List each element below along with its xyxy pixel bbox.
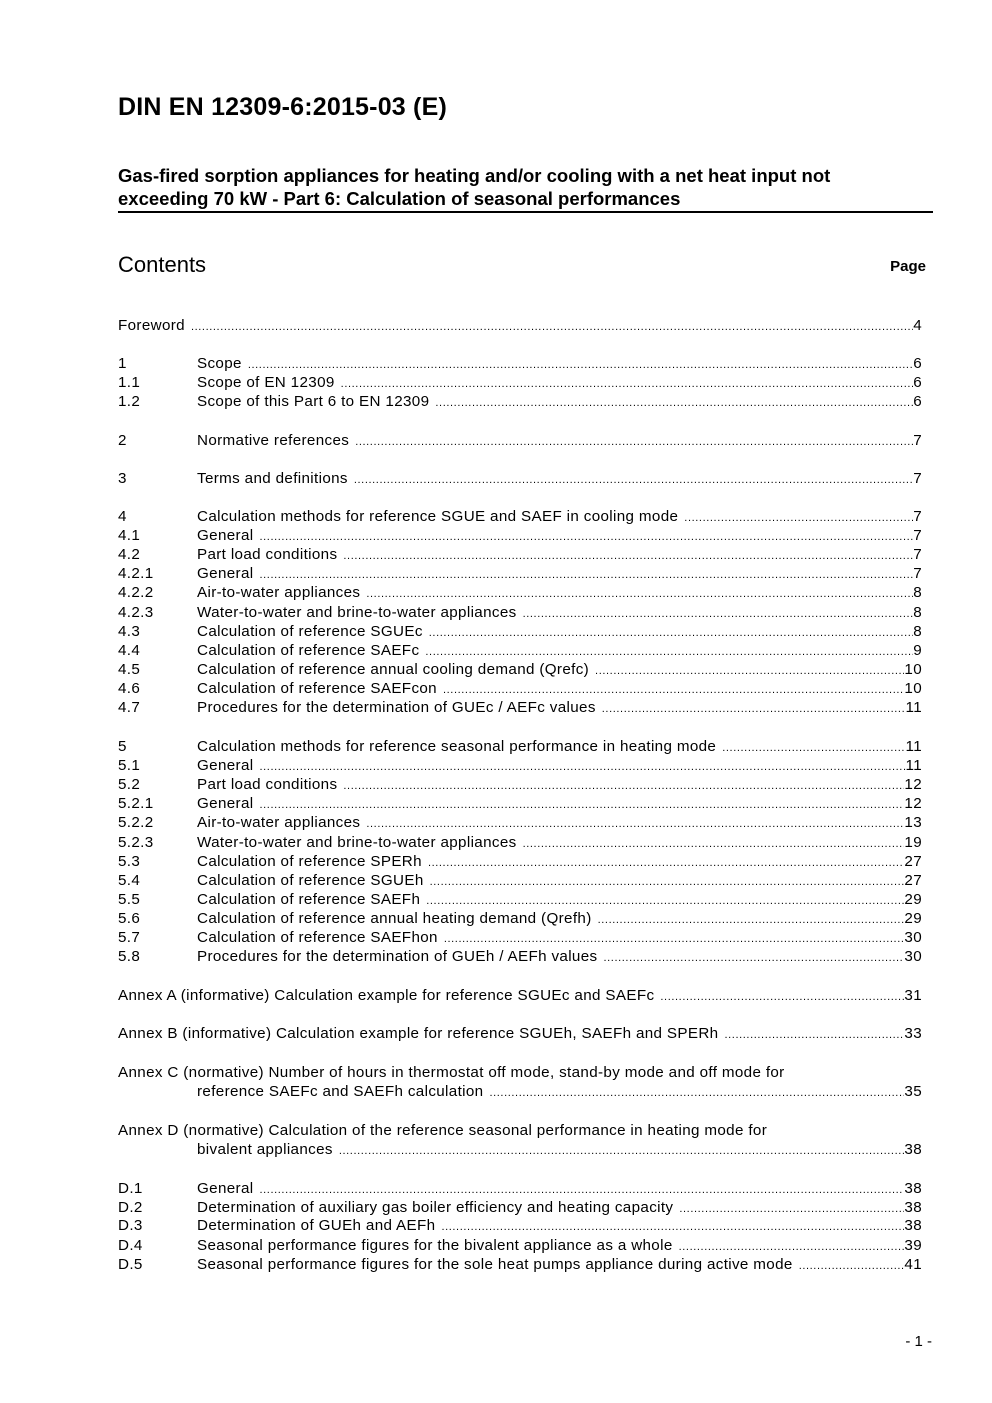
toc-entry-title: reference SAEFc and SAEFh calculation	[197, 1083, 484, 1100]
toc-entry-line	[197, 871, 922, 892]
toc-entry-title: Normative references	[197, 432, 350, 449]
toc-entry-page: 10	[904, 680, 922, 697]
toc-entry-page: 38	[904, 1199, 922, 1216]
toc-entry[interactable]	[118, 698, 922, 717]
toc-entry-number: 4.1	[118, 527, 141, 544]
toc-entry-page: 27	[904, 853, 922, 870]
toc-entry-title: Calculation of reference SPERh	[197, 853, 422, 870]
toc-entry-line	[118, 1024, 922, 1045]
toc-entry-number: 4.5	[118, 661, 141, 678]
toc-entry-number: 1.2	[118, 393, 141, 410]
document-title-line-2: exceeding 70 kW - Part 6: Calculation of seasonal performances	[118, 188, 681, 209]
dot-leader	[354, 471, 913, 490]
dot-leader	[489, 1084, 904, 1103]
toc-entry-line	[197, 813, 922, 834]
toc-entry[interactable]	[118, 986, 922, 1005]
toc-entry-title: Procedures for the determination of GUEc / AEFc values	[197, 699, 596, 716]
toc-entry-title: Foreword	[118, 317, 185, 334]
toc-entry-title: Calculation of reference annual heating demand (Qrefh)	[197, 910, 592, 927]
document-title-line-1: Gas-fired sorption appliances for heating and/or cooling with a net heat input not	[118, 165, 831, 186]
toc-entry-title: General	[197, 1180, 254, 1197]
toc-entry-number: 4.7	[118, 699, 141, 716]
toc-entry[interactable]	[118, 469, 922, 488]
toc-entry-number: 5	[118, 738, 127, 755]
toc-entry-title: Calculation of reference SAEFc	[197, 642, 420, 659]
dot-leader	[603, 949, 904, 968]
toc-entry[interactable]	[118, 1236, 922, 1255]
toc-entry[interactable]	[118, 1198, 922, 1217]
toc-entry-line	[197, 1216, 922, 1237]
toc-entry-number: 4.2.3	[118, 604, 154, 621]
toc-entry-line	[197, 545, 922, 566]
toc-entry-number: 1	[118, 355, 127, 372]
dot-leader	[366, 815, 904, 834]
dot-leader	[799, 1257, 905, 1276]
toc-entry[interactable]	[118, 583, 922, 602]
toc-entry-title: Part load conditions	[197, 546, 338, 563]
toc-entry-number: 5.8	[118, 948, 141, 965]
toc-entry[interactable]	[118, 660, 922, 679]
toc-entry-number: D.5	[118, 1256, 143, 1273]
toc-entry-number: 4.2.1	[118, 565, 154, 582]
toc-entry-number: 5.2.2	[118, 814, 154, 831]
dot-leader	[355, 433, 913, 452]
dot-leader	[435, 394, 913, 413]
toc-entry-page: 12	[904, 795, 922, 812]
toc-entry[interactable]	[118, 564, 922, 583]
toc-entry[interactable]	[118, 1216, 922, 1235]
document-title	[118, 164, 933, 213]
toc-entry-line	[197, 622, 922, 643]
toc-entry-title: Calculation methods for reference seasonal performance in heating mode	[197, 738, 717, 755]
toc-entry-title: Annex A (informative) Calculation example for reference SGUEc and SAEFc	[118, 987, 655, 1004]
dot-leader	[602, 700, 906, 719]
toc-entry[interactable]	[118, 316, 922, 335]
toc-entry-line	[197, 660, 922, 681]
toc-entry-page: 4	[913, 317, 922, 334]
toc-entry-page: 38	[904, 1180, 922, 1197]
toc-entry-line	[197, 679, 922, 700]
toc-entry-number: 4.2.2	[118, 584, 154, 601]
toc-entry-title: General	[197, 527, 254, 544]
toc-entry[interactable]	[118, 603, 922, 622]
toc-entry-page: 10	[904, 661, 922, 678]
toc-entry-page: 9	[913, 642, 922, 659]
toc-entry[interactable]	[118, 833, 922, 852]
toc-entry-line	[197, 1082, 922, 1103]
toc-entry-number: D.4	[118, 1237, 143, 1254]
toc-entry-line	[118, 986, 922, 1007]
toc-entry-page: 7	[913, 470, 922, 487]
toc-entry-title: Seasonal performance figures for the bivalent appliance as a whole	[197, 1237, 673, 1254]
toc-entry-number: 4.3	[118, 623, 141, 640]
toc-entry-first-line: Annex D (normative) Calculation of the reference seasonal performance in heating mode for	[118, 1122, 768, 1139]
toc-entry-line	[197, 431, 922, 452]
toc-entry-page: 30	[904, 948, 922, 965]
toc-entry-number: 5.2.1	[118, 795, 154, 812]
toc-entry-title: Calculation of reference SAEFhon	[197, 929, 438, 946]
toc-entry-title: Calculation of reference SAEFh	[197, 891, 421, 908]
toc-entry[interactable]	[118, 1140, 922, 1159]
toc-entry[interactable]	[118, 928, 922, 947]
toc-entry-number: 5.7	[118, 929, 141, 946]
toc-entry[interactable]	[118, 909, 922, 928]
toc-entry-title: Calculation of reference SAEFcon	[197, 680, 437, 697]
toc-entry-line	[197, 775, 922, 796]
toc-entry-page: 30	[904, 929, 922, 946]
toc-entry-number: 5.2	[118, 776, 141, 793]
toc-entry-title: Calculation of reference annual cooling demand (Qrefc)	[197, 661, 590, 678]
toc-entry-number: 4.6	[118, 680, 141, 697]
toc-entry[interactable]	[118, 1255, 922, 1274]
toc-entry-title: Part load conditions	[197, 776, 338, 793]
toc-entry-page: 6	[913, 393, 922, 410]
toc-entry-page: 19	[904, 834, 922, 851]
dot-leader	[660, 988, 904, 1007]
toc-entry-title: Procedures for the determination of GUEh / AEFh values	[197, 948, 598, 965]
toc-entry-page: 7	[913, 527, 922, 544]
toc-entry-page: 11	[905, 699, 922, 716]
toc-entry[interactable]	[118, 1024, 922, 1043]
toc-entry-number: 3	[118, 470, 127, 487]
toc-entry-title: Air-to-water appliances	[197, 584, 361, 601]
toc-entry-page: 39	[904, 1237, 922, 1254]
toc-entry-title: Annex B (informative) Calculation example for reference SGUEh, SAEFh and SPERh	[118, 1025, 719, 1042]
toc-entry-line	[197, 469, 922, 490]
toc-entry-line	[197, 641, 922, 662]
toc-entry-number: 5.5	[118, 891, 141, 908]
toc-entry-line	[197, 794, 922, 815]
toc-entry-number: 4	[118, 508, 127, 525]
toc-entry-number: 2	[118, 432, 127, 449]
toc-entry-line	[197, 373, 922, 394]
toc-entry-title: General	[197, 565, 254, 582]
toc-entry[interactable]	[118, 679, 922, 698]
toc-entry-title: Calculation methods for reference SGUE and SAEF in cooling mode	[197, 508, 679, 525]
toc-entry-title: Terms and definitions	[197, 470, 348, 487]
toc-entry-line	[197, 698, 922, 719]
toc-entry[interactable]	[118, 1082, 922, 1101]
toc-entry-line	[197, 1236, 922, 1257]
toc-entry-number: 5.2.3	[118, 834, 154, 851]
toc-entry-page: 8	[913, 623, 922, 640]
toc-entry[interactable]	[118, 1179, 922, 1198]
toc-entry[interactable]	[118, 947, 922, 966]
toc-entry[interactable]	[118, 622, 922, 641]
toc-entry-page: 41	[904, 1256, 922, 1273]
toc-entry-title: Scope of EN 12309	[197, 374, 335, 391]
toc-entry-number: 4.4	[118, 642, 141, 659]
toc-entry-line	[197, 852, 922, 873]
page-number: - 1 -	[905, 1333, 932, 1350]
toc-entry[interactable]	[118, 641, 922, 660]
toc-entry-title: Determination of auxiliary gas boiler efficiency and heating capacity	[197, 1199, 674, 1216]
dot-leader	[724, 1026, 904, 1045]
toc-entry-title: General	[197, 757, 254, 774]
toc-entry-title: Water-to-water and brine-to-water appliances	[197, 604, 517, 621]
toc-entry-number: D.2	[118, 1199, 143, 1216]
toc-entry-page: 27	[904, 872, 922, 889]
toc-entry-number: 5.1	[118, 757, 141, 774]
toc-entry-line	[197, 737, 922, 758]
toc-entry[interactable]	[118, 373, 922, 392]
toc-entry[interactable]	[118, 431, 922, 450]
toc-entry-first-line: Annex C (normative) Number of hours in thermostat off mode, stand-by mode and off mode for	[118, 1064, 785, 1081]
toc-entry-title: Calculation of reference SGUEc	[197, 623, 423, 640]
toc-entry-title: Scope	[197, 355, 242, 372]
toc-entry[interactable]	[118, 871, 922, 890]
toc-entry-title: bivalent appliances	[197, 1141, 333, 1158]
toc-entry-number: 5.4	[118, 872, 141, 889]
toc-entry-page: 11	[905, 757, 922, 774]
toc-entry[interactable]	[118, 852, 922, 871]
toc-entry-number: 4.2	[118, 546, 141, 563]
toc-entry[interactable]	[118, 545, 922, 564]
dot-leader	[366, 585, 913, 604]
toc-entry-line	[197, 756, 922, 777]
toc-entry[interactable]	[118, 354, 922, 373]
toc-entry-title: Seasonal performance figures for the sole heat pumps appliance during active mode	[197, 1256, 793, 1273]
toc-entry-title: Determination of GUEh and AEFh	[197, 1217, 436, 1234]
document-id: DIN EN 12309-6:2015-03 (E)	[118, 93, 447, 121]
toc-entry-line	[197, 890, 922, 911]
toc-entry-page: 38	[904, 1217, 922, 1234]
toc-entry-page: 13	[904, 814, 922, 831]
toc-entry-line	[197, 909, 922, 930]
toc-entry-line	[197, 507, 922, 528]
toc-entry-line	[197, 928, 922, 949]
toc-entry-page: 38	[904, 1141, 922, 1158]
toc-entry-page: 7	[913, 508, 922, 525]
toc-entry-number: 5.3	[118, 853, 141, 870]
toc-entry-page: 11	[905, 738, 922, 755]
toc-entry-page: 8	[913, 584, 922, 601]
toc-entry-title: Scope of this Part 6 to EN 12309	[197, 393, 430, 410]
toc-entry[interactable]	[118, 813, 922, 832]
toc-entry-title: General	[197, 795, 254, 812]
dot-leader	[339, 1142, 905, 1161]
toc-entry-number: 1.1	[118, 374, 141, 391]
dot-leader	[191, 318, 913, 337]
toc-entry-page: 7	[913, 546, 922, 563]
toc-entry-number: D.1	[118, 1180, 143, 1197]
toc-entry[interactable]	[118, 392, 922, 411]
toc-entry[interactable]	[118, 756, 922, 775]
toc-entry-page: 31	[904, 987, 922, 1004]
toc-entry-page: 6	[913, 355, 922, 372]
toc-entry-line	[197, 564, 922, 585]
toc-entry-page: 12	[904, 776, 922, 793]
contents-heading: Contents	[118, 252, 207, 277]
toc-entry-page: 7	[913, 432, 922, 449]
toc-entry-page: 29	[904, 891, 922, 908]
toc-entry-line	[197, 947, 922, 968]
toc-entry-line	[197, 354, 922, 375]
toc-entry-line	[197, 392, 922, 413]
page-column-label: Page	[890, 258, 926, 275]
toc-entry[interactable]	[118, 890, 922, 909]
toc-entry-line	[197, 833, 922, 854]
toc-entry[interactable]	[118, 526, 922, 545]
toc-entry-line	[197, 1179, 922, 1200]
toc-entry-title: Calculation of reference SGUEh	[197, 872, 424, 889]
toc-entry-page: 6	[913, 374, 922, 391]
toc-entry-page: 8	[913, 604, 922, 621]
toc-entry[interactable]	[118, 737, 922, 756]
dot-leader	[441, 1218, 904, 1237]
toc-entry-line	[197, 603, 922, 624]
toc-entry[interactable]	[118, 794, 922, 813]
toc-entry-page: 35	[904, 1083, 922, 1100]
toc-entry-number: D.3	[118, 1217, 143, 1234]
toc-entry-line	[118, 316, 922, 337]
toc-entry[interactable]	[118, 775, 922, 794]
toc-entry-line	[197, 583, 922, 604]
toc-entry-page: 29	[904, 910, 922, 927]
toc-entry-title: Air-to-water appliances	[197, 814, 361, 831]
toc-entry-line	[197, 1255, 922, 1276]
toc-entry-line	[197, 1140, 922, 1161]
toc-entry-line	[197, 526, 922, 547]
toc-entry-number: 5.6	[118, 910, 141, 927]
toc-entry-page: 33	[904, 1025, 922, 1042]
toc-entry[interactable]	[118, 507, 922, 526]
toc-entry-title: Water-to-water and brine-to-water appliances	[197, 834, 517, 851]
toc-entry-page: 7	[913, 565, 922, 582]
